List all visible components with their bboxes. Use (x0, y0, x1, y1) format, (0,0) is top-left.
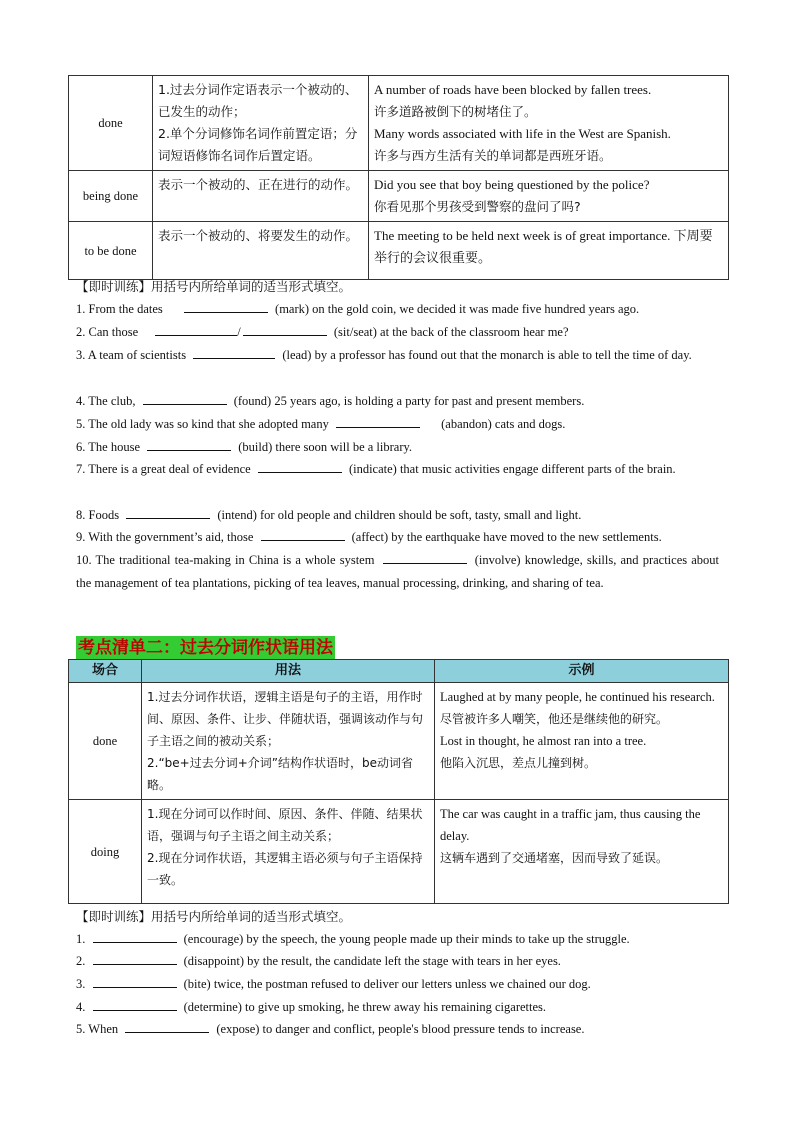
answer-blank[interactable] (126, 504, 210, 519)
exercise-item: 4. (determine) to give up smoking, he threw away his remaining cigarettes. (76, 996, 719, 1019)
exercise-item: 3. (bite) twice, the postman refused to deliver our letters unless we chained our dog. (76, 973, 719, 996)
exercise-item: 1. From the dates (mark) on the gold coin, we decided it was made five hundred years ago. (76, 298, 719, 321)
participle-adverbial-table (68, 659, 729, 904)
form-cell: doing (69, 800, 142, 904)
example-cell: Did you see that boy being questioned by the police? 你看见那个男孩受到警察的盘问了吗? (369, 171, 729, 222)
column-header: 场合 (69, 660, 142, 683)
form-cell: to be done (69, 222, 153, 280)
answer-blank[interactable] (258, 458, 342, 473)
exercise-item: 7. There is a great deal of evidence (indicate) that music activities engage different parts of the brain. (76, 458, 719, 481)
table-row (69, 222, 729, 280)
answer-blank[interactable] (93, 950, 177, 965)
usage-cell: 1.过去分词作定语表示一个被动的、已发生的动作； 2.单个分词修饰名词作前置定语；分词短语修饰名词作后置定语。 (153, 76, 369, 171)
exercise-item: 3. A team of scientists (lead) by a professor has found out that the monarch is able to tell the time of day. (76, 344, 719, 367)
answer-blank[interactable] (261, 526, 345, 541)
answer-blank[interactable] (184, 298, 268, 313)
exercise-item: 5. The old lady was so kind that she adopted many (abandon) cats and dogs. (76, 413, 719, 436)
practice-heading: 【即时训练】用括号内所给单词的适当形式填空。 (76, 909, 352, 924)
usage-cell: 1.过去分词作状语，逻辑主语是句子的主语，用作时间、原因、条件、让步、伴随状语，强调该动作与句子主语之间的被动关系； 2.“be+过去分词+介词”结构作状语时，be动词省略。 (142, 683, 435, 800)
table-row (69, 171, 729, 222)
exercise-item: 8. Foods (intend) for old people and children should be soft, tasty, small and light. (76, 504, 719, 527)
form-cell: done (69, 683, 142, 800)
form-cell: being done (69, 171, 153, 222)
exercise-item: 4. The club, (found) 25 years ago, is holding a party for past and present members. (76, 390, 719, 413)
exercise-item: 1. (encourage) by the speech, the young people made up their minds to take up the struggle. (76, 928, 719, 951)
answer-blank[interactable] (143, 390, 227, 405)
answer-blank[interactable] (93, 996, 177, 1011)
answer-blank[interactable] (243, 321, 327, 336)
table-row (69, 683, 729, 800)
usage-cell: 1.现在分词可以作时间、原因、条件、伴随、结果状语，强调与句子主语之间主动关系； 2.现在分词作状语，其逻辑主语必须与句子主语保持一致。 (142, 800, 435, 904)
column-header: 示例 (435, 660, 729, 683)
answer-blank[interactable] (93, 973, 177, 988)
table-row (69, 800, 729, 904)
example-cell: Laughed at by many people, he continued his research. 尽管被许多人嘲笑，他还是继续他的研究。 Lost in thought, he almost ran into a tree. 他陷入沉思，差点儿撞到树。 (435, 683, 729, 800)
answer-blank[interactable] (147, 436, 231, 451)
example-cell: The meeting to be held next week is of great importance. 下周要举行的会议很重要。 (369, 222, 729, 280)
exercise-item: 5. When (expose) to danger and conflict, people's blood pressure tends to increase. (76, 1018, 719, 1041)
exercise-item: 2. (disappoint) by the result, the candidate left the stage with tears in her eyes. (76, 950, 719, 973)
section-title: 考点清单二：过去分词作状语用法 (78, 638, 333, 658)
exercise-item: 2. Can those / (sit/seat) at the back of the classroom hear me? (76, 321, 719, 344)
exercise-item: 6. The house (build) there soon will be a library. (76, 436, 719, 459)
example-cell: The car was caught in a traffic jam, thus causing the delay. 这辆车遇到了交通堵塞，因而导致了延误。 (435, 800, 729, 904)
table-header-row (69, 660, 729, 683)
usage-cell: 表示一个被动的、将要发生的动作。 (153, 222, 369, 280)
exercise-item: 10. The traditional tea-making in China is a whole system (involve) knowledge, skills, and practices about the management of tea plantations, picking of tea leaves, manual processing, drinking, and sharing of tea. (76, 549, 719, 595)
practice-heading: 【即时训练】用括号内所给单词的适当形式填空。 (76, 279, 352, 294)
answer-blank[interactable] (155, 321, 237, 336)
exercise-item: 9. With the government’s aid, those (affect) by the earthquake have moved to the new settlements. (76, 526, 719, 549)
participle-attribute-table (68, 75, 729, 280)
answer-blank[interactable] (336, 413, 420, 428)
answer-blank[interactable] (383, 549, 467, 564)
answer-blank[interactable] (93, 928, 177, 943)
answer-blank[interactable] (125, 1018, 209, 1033)
column-header: 用法 (142, 660, 435, 683)
table-row (69, 76, 729, 171)
example-cell: A number of roads have been blocked by fallen trees. 许多道路被倒下的树堵住了。 Many words associated with life in the West are Spanish. 许多与西方生活有关的单词都是西班牙语。 (369, 76, 729, 171)
answer-blank[interactable] (193, 344, 275, 359)
form-cell: done (69, 76, 153, 171)
usage-cell: 表示一个被动的、正在进行的动作。 (153, 171, 369, 222)
